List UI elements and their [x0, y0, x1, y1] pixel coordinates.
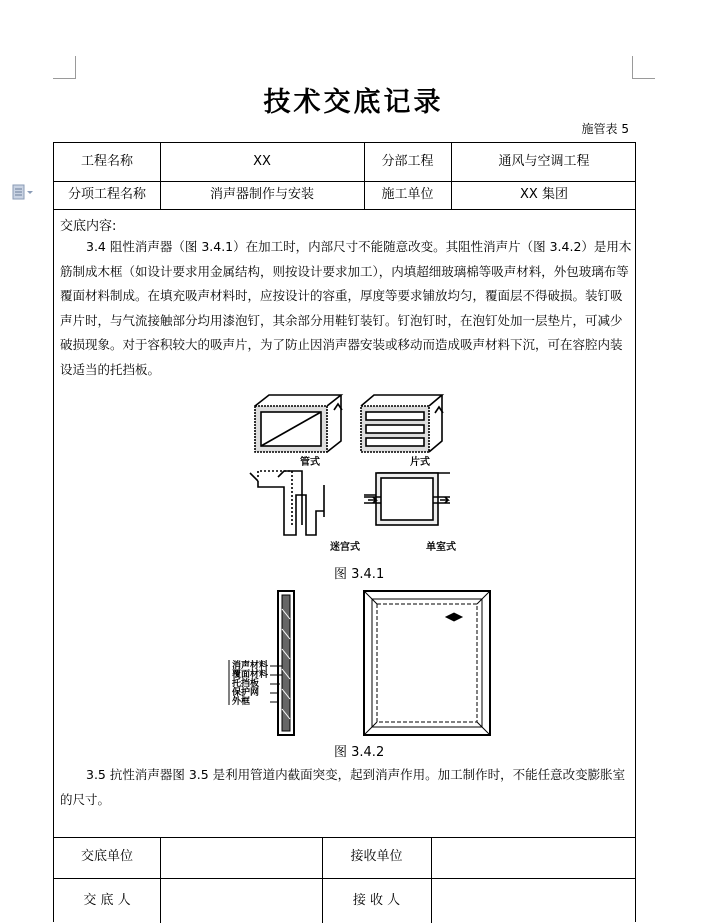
- row-divider: [54, 878, 635, 879]
- project-name-value: XX: [253, 154, 271, 169]
- figure-3-4-1: [244, 385, 459, 557]
- record-table: [53, 142, 636, 922]
- page-title: 技术交底记录: [263, 87, 444, 118]
- project-name-label: 工程名称: [80, 154, 133, 169]
- label-cover-material: 覆面材料: [232, 670, 269, 680]
- division-value: 通风与空调工程: [498, 154, 590, 169]
- crop-mark-top-left: [53, 56, 76, 79]
- row-divider: [54, 837, 635, 838]
- label-pipe-type: 管式: [300, 457, 320, 468]
- col-divider: [431, 837, 432, 923]
- handover-unit-label: 交底单位: [80, 849, 133, 864]
- label-sound-absorbing-material: 消声材料: [232, 661, 269, 671]
- caption-figure-3-4-1: 图 3.4.1: [334, 567, 385, 582]
- subitem-label: 分项工程名称: [67, 187, 146, 202]
- receiving-unit-label: 接收单位: [350, 849, 403, 864]
- handover-person-label: 交 底 人: [83, 893, 131, 908]
- label-protective-mesh: 保护网: [232, 688, 260, 698]
- form-number: 施管表 5: [581, 122, 629, 136]
- label-outer-frame: 外框: [232, 697, 251, 707]
- label-single-chamber-type: 单室式: [426, 542, 456, 553]
- figure-3-4-2: [214, 589, 504, 737]
- paragraph-3-4: 3.4 阻性消声器（图 3.4.1）在加工时，内部尺寸不能随意改变。其阻性消声片（图 3.4.2）是用木筋制成木框（如设计要求用金属结构，则按设计要求加工），内填超细玻璃棉等吸声材料，外包玻璃布等覆面材料制成。在填充吸声材料时，应按设计的容重，厚度等要求铺放均匀，覆面层不得破损。装钉吸声片时，与气流接触部分均用漆泡钉，其余部分用鞋钉装钉。钉泡钉时，在泡钉处加一层垫片，可减少破损现象。对于容积较大的吸声片，为了防止因消声器安装或移动而造成吸声材料下沉，可在容腔内装设适当的托挡板。: [60, 239, 632, 377]
- row-divider: [54, 181, 635, 182]
- col-divider: [160, 837, 161, 923]
- label-labyrinth-type: 迷宫式: [330, 542, 360, 553]
- paragraph-3-5: 3.5 抗性消声器图 3.5 是利用管道内截面突变，起到消声作用。加工制作时，不能任意改变膨胀室的尺寸。: [60, 767, 626, 807]
- label-support-plate: 托挡板: [232, 679, 260, 689]
- contractor-label: 施工单位: [381, 187, 434, 202]
- row-divider: [54, 209, 635, 210]
- division-label: 分部工程: [381, 154, 434, 169]
- subitem-value: 消声器制作与安装: [209, 187, 314, 202]
- caption-figure-3-4-2: 图 3.4.2: [334, 745, 385, 760]
- contractor-value: XX 集团: [520, 187, 568, 202]
- label-plate-type: 片式: [410, 457, 430, 468]
- crop-mark-top-right: [632, 56, 655, 79]
- document-icon[interactable]: [12, 184, 34, 200]
- receiving-person-label: 接 收 人: [352, 893, 401, 908]
- content-label: 交底内容:: [60, 219, 117, 234]
